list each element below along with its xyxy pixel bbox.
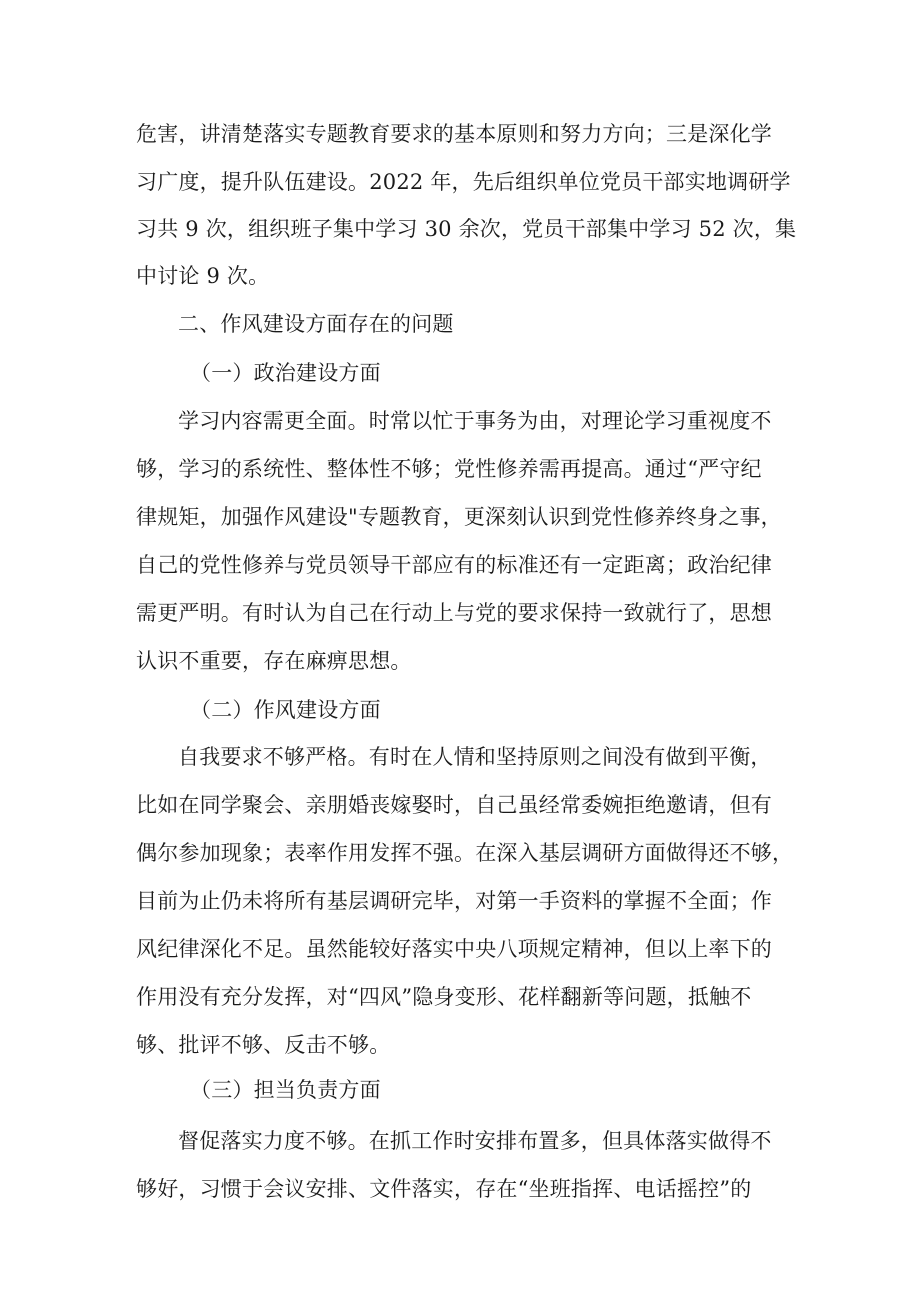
text-line: 自己的党性修养与党员领导干部应有的标准还有一定距离；政治纪律 bbox=[136, 553, 772, 577]
text-line: 认识不重要，存在麻痹思想。 bbox=[136, 649, 412, 673]
subsection-heading: （二）作风建设方面 bbox=[190, 698, 381, 722]
text-line: 作用没有充分发挥，对“四风”隐身变形、花样翻新等问题，抵触不 bbox=[136, 985, 752, 1009]
text-line: 学习内容需更全面。时常以忙于事务为由，对理论学习重视度不 bbox=[178, 409, 772, 433]
text-line: 够、批评不够、反击不够。 bbox=[136, 1033, 391, 1057]
subsection-heading: （一）政治建设方面 bbox=[190, 361, 381, 385]
text-line: 危害，讲清楚落实专题教育要求的基本原则和努力方向；三是深化学 bbox=[136, 122, 772, 146]
text-line: 律规矩，加强作风建设"专题教育，更深刻认识到党性修养终身之事， bbox=[136, 505, 782, 529]
section-heading: 二、作风建设方面存在的问题 bbox=[178, 312, 454, 336]
text-line: 习广度，提升队伍建设。2022 年，先后组织单位党员干部实地调研学 bbox=[136, 170, 791, 194]
text-line: 偶尔参加现象；表率作用发挥不强。在深入基层调研方面做得还不够， bbox=[136, 841, 794, 865]
text-line: 中讨论 9 次。 bbox=[136, 264, 270, 288]
text-line: 风纪律深化不足。虽然能较好落实中央八项规定精神，但以上率下的 bbox=[136, 937, 772, 961]
text-line: 习共 9 次，组织班子集中学习 30 余次，党员干部集中学习 52 次，集 bbox=[136, 217, 797, 241]
text-line: 够，学习的系统性、整体性不够；党性修养需再提高。通过“严守纪 bbox=[136, 457, 762, 481]
text-line: 目前为止仍未将所有基层调研完毕，对第一手资料的掌握不全面；作 bbox=[136, 889, 772, 913]
subsection-heading: （三）担当负责方面 bbox=[190, 1078, 381, 1102]
text-line: 自我要求不够严格。有时在人情和坚持原则之间没有做到平衡， bbox=[178, 745, 772, 769]
text-line: 督促落实力度不够。在抓工作时安排布置多，但具体落实做得不 bbox=[178, 1129, 772, 1153]
text-line: 比如在同学聚会、亲朋婚丧嫁娶时，自己虽经常委婉拒绝邀请，但有 bbox=[136, 793, 772, 817]
text-line: 够好，习惯于会议安排、文件落实，存在“坐班指挥、电话摇控”的 bbox=[136, 1177, 752, 1201]
text-line: 需更严明。有时认为自己在行动上与党的要求保持一致就行了，思想 bbox=[136, 601, 772, 625]
